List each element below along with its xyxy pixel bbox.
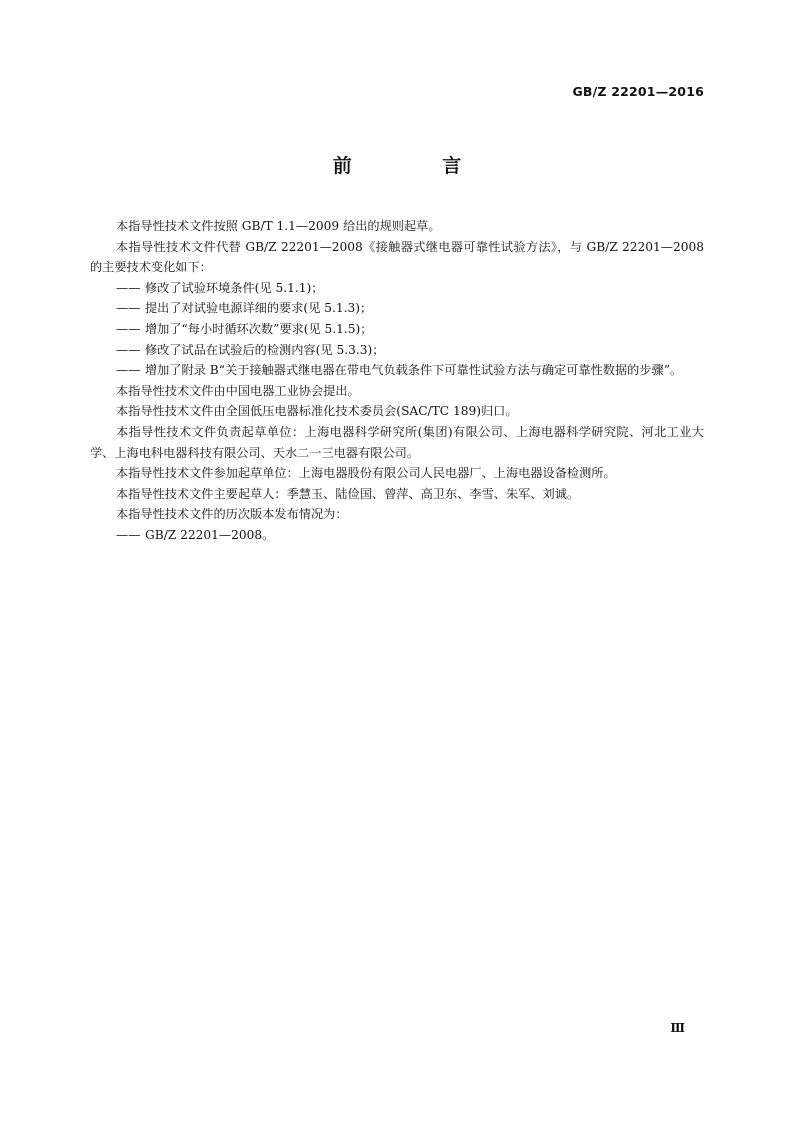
paragraph-replacement: 本指导性技术文件代替 GB/Z 22201—2008《接触器式继电器可靠性试验方法》，与 GB/Z 22201—2008的主要技术变化如下： [90, 239, 704, 275]
document-body [90, 216, 704, 546]
list-item-text: 提出了对试验电源详细的要求(见 5.1.3)； [145, 301, 373, 316]
list-item-text: 修改了试品在试验后的检测内容(见 5.3.3)； [145, 342, 385, 357]
dash-mark: —— [116, 301, 141, 316]
dash-mark: —— [116, 363, 141, 378]
paragraph-centralized-by: 本指导性技术文件由全国低压电器标准化技术委员会(SAC/TC 189)归口。 [116, 404, 518, 419]
standard-code-header: GB/Z 22201—2016 [572, 84, 704, 99]
list-item-change-3 [90, 319, 704, 340]
list-item-history-1 [90, 525, 704, 546]
list-item-change-5 [90, 360, 704, 381]
paragraph-participating-units: 本指导性技术文件参加起草单位：上海电器股份有限公司人民电器厂、上海电器设备检测所。 [116, 466, 616, 481]
dash-mark: —— [116, 342, 141, 357]
page-title: 前 言 [332, 155, 504, 177]
dash-mark: —— [116, 280, 141, 295]
list-item-text: 增加了附录 B“关于接触器式继电器在带电气负载条件下可靠性试验方法与确定可靠性数据的步骤”。 [145, 363, 683, 378]
paragraph-version-history: 本指导性技术文件的历次版本发布情况为： [116, 507, 348, 522]
paragraph-proposed-by: 本指导性技术文件由中国电器工业协会提出。 [116, 383, 360, 398]
list-item-change-2 [90, 298, 704, 319]
list-item-text: GB/Z 22201—2008。 [145, 527, 275, 542]
paragraph-drafting-units: 本指导性技术文件负责起草单位：上海电器科学研究所(集团)有限公司、上海电器科学研究院、河北工业大学、上海电科电器科技有限公司、天水二一三电器有限公司。 [90, 424, 704, 460]
list-item-text: 增加了“每小时循环次数”要求(见 5.1.5)； [145, 321, 373, 336]
dash-mark: —— [116, 527, 141, 542]
page-number: Ⅲ [670, 1021, 685, 1035]
paragraph-drafting-rules: 本指导性技术文件按照 GB/T 1.1—2009 给出的规则起草。 [116, 219, 441, 233]
dash-mark: —— [116, 321, 141, 336]
list-item-change-1 [90, 278, 704, 299]
list-item-change-4 [90, 340, 704, 361]
list-item-text: 修改了试验环境条件(见 5.1.1)； [145, 280, 324, 295]
paragraph-drafters: 本指导性技术文件主要起草人：季慧玉、陆俭国、曾萍、高卫东、李雪、朱军、刘诚。 [116, 486, 580, 501]
